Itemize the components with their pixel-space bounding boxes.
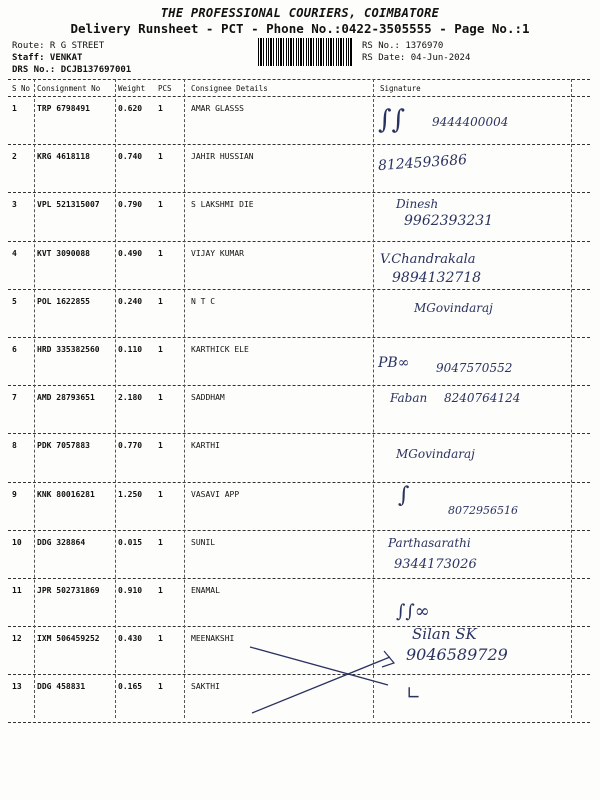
row-pcs: 1 — [158, 393, 163, 403]
row-consignee: AMAR GLASSS — [191, 104, 244, 113]
row-weight: 0.240 — [118, 296, 143, 306]
row-sno: 12 — [12, 634, 22, 644]
col-consignee: Consignee Details — [191, 84, 268, 93]
row-consignee: JAHIR HUSSIAN — [191, 152, 254, 162]
col-consignment: Consignment No — [37, 84, 101, 93]
cross-out-mark — [248, 637, 398, 717]
signature-name: Dinesh — [396, 197, 439, 211]
col-sno: S No — [12, 84, 31, 93]
signature-phone: 8072956516 — [448, 504, 518, 517]
column-divider — [34, 79, 35, 718]
row-consignee: SUNIL — [191, 537, 216, 547]
row-consignment: TRP 6798491 — [37, 104, 90, 113]
row-weight: 0.910 — [118, 585, 143, 595]
row-weight: 0.430 — [118, 634, 143, 644]
barcode — [258, 38, 353, 66]
row-sno: 1 — [12, 104, 17, 113]
row-sno: 13 — [12, 682, 22, 692]
signature-phone: 8124593686 — [377, 151, 468, 175]
row-weight: 1.250 — [118, 489, 143, 499]
row-sno: 3 — [12, 200, 17, 210]
signature-name: MGovindaraj — [396, 447, 475, 461]
signature-phone: 8240764124 — [444, 391, 521, 405]
meta-left — [12, 40, 131, 76]
row-weight: 0.110 — [118, 344, 143, 354]
column-divider — [571, 79, 572, 718]
row-pcs: 1 — [158, 489, 163, 499]
signature-phone: 9047570552 — [436, 361, 513, 375]
row-weight: 0.490 — [118, 248, 143, 258]
row-pcs: 1 — [158, 537, 163, 547]
row-weight: 0.620 — [118, 104, 143, 113]
row-pcs: 1 — [158, 634, 163, 644]
row-consignment: PDK 7057883 — [37, 441, 90, 451]
row-pcs: 1 — [158, 344, 163, 354]
col-pcs: PCS — [158, 84, 172, 93]
rs-no-label: RS No.: 1376970 — [362, 41, 444, 51]
staff-label: Staff: VENKAT — [12, 53, 83, 63]
table-body — [8, 97, 590, 723]
row-consignment: POL 1622855 — [37, 296, 90, 306]
row-sno: 2 — [12, 152, 17, 162]
row-sno: 9 — [12, 489, 17, 499]
row-consignee: N T C — [191, 296, 216, 306]
signature-name: MGovindaraj — [414, 301, 493, 315]
row-pcs: 1 — [158, 200, 163, 210]
col-signature: Signature — [380, 84, 421, 93]
signature-scribble: ∫∫ — [378, 105, 406, 135]
signature-name: Parthasarathi — [388, 536, 471, 550]
row-pcs: 1 — [158, 296, 163, 306]
column-divider — [373, 79, 374, 718]
row-weight: 2.180 — [118, 393, 143, 403]
row-pcs: 1 — [158, 441, 163, 451]
row-consignment: KNK 80016281 — [37, 489, 95, 499]
row-consignee: S LAKSHMI DIE — [191, 200, 254, 210]
row-weight: 0.165 — [118, 682, 143, 692]
row-consignee: SADDHAM — [191, 393, 225, 403]
signature-name: Faban — [390, 391, 428, 405]
signature-phone: 9894132718 — [392, 270, 482, 286]
signature-name: V.Chandrakala — [380, 252, 476, 267]
row-weight: 0.740 — [118, 152, 143, 162]
signature-scribble: ∫∫∞ — [396, 601, 430, 622]
column-divider — [115, 79, 116, 718]
row-sno: 7 — [12, 393, 17, 403]
row-pcs: 1 — [158, 104, 163, 113]
row-consignment: HRD 335382560 — [37, 344, 100, 354]
row-weight: 0.790 — [118, 200, 143, 210]
row-pcs: 1 — [158, 585, 163, 595]
row-consignment: JPR 502731869 — [37, 585, 100, 595]
row-consignment: DDG 328864 — [37, 537, 86, 547]
row-consignee: MEENAKSHI — [191, 634, 235, 644]
row-consignment: KRG 4618118 — [37, 152, 90, 162]
route-label: Route: R G STREET — [12, 41, 105, 51]
company-title: THE PROFESSIONAL COURIERS, COIMBATORE — [160, 6, 440, 20]
row-sno: 4 — [12, 248, 17, 258]
runsheet-table — [8, 79, 590, 723]
column-divider — [184, 79, 185, 718]
signature-name: Silan SK — [412, 625, 477, 643]
row-sno: 10 — [12, 537, 22, 547]
runsheet-subtitle: Delivery Runsheet - PCT - Phone No.:0422-3505555 - Page No.:1 — [70, 21, 530, 36]
row-consignment: VPL 521315007 — [37, 200, 100, 210]
row-consignment: AMD 28793651 — [37, 393, 95, 403]
signature-scribble: ∟ — [406, 683, 422, 704]
row-weight: 0.015 — [118, 537, 143, 547]
signature-phone: 9962393231 — [404, 213, 494, 229]
row-consignee: VASAVI APP — [191, 489, 240, 499]
signature-scribble: PB∞ — [378, 355, 410, 371]
row-weight: 0.770 — [118, 441, 143, 451]
drs-label: DRS No.: DCJB137697001 — [12, 65, 132, 75]
col-weight: Weight — [118, 84, 146, 93]
table-header — [8, 79, 590, 97]
row-consignment: DDG 458831 — [37, 682, 86, 692]
signature-phone: 9046589729 — [406, 645, 508, 664]
row-consignee: KARTHICK ELE — [191, 344, 249, 354]
row-sno: 11 — [12, 585, 22, 595]
row-sno: 5 — [12, 296, 17, 306]
signature-phone: 9344173026 — [394, 557, 477, 572]
row-pcs: 1 — [158, 682, 163, 692]
row-consignee: SAKTHI — [191, 682, 220, 692]
rs-date-label: RS Date: 04-Jun-2024 — [362, 53, 471, 63]
row-sno: 8 — [12, 441, 17, 451]
signature-area — [376, 97, 590, 723]
row-pcs: 1 — [158, 248, 163, 258]
meta-right — [362, 40, 470, 64]
row-sno: 6 — [12, 344, 17, 354]
row-consignment: IXM 506459252 — [37, 634, 100, 644]
row-consignee: KARTHI — [191, 441, 220, 451]
row-consignee: VIJAY KUMAR — [191, 248, 244, 258]
signature-phone: 9444400004 — [432, 115, 509, 129]
row-consignment: KVT 3090088 — [37, 248, 90, 258]
signature-scribble: ∫ — [398, 483, 410, 508]
row-pcs: 1 — [158, 152, 163, 162]
row-consignee: ENAMAL — [191, 585, 220, 595]
